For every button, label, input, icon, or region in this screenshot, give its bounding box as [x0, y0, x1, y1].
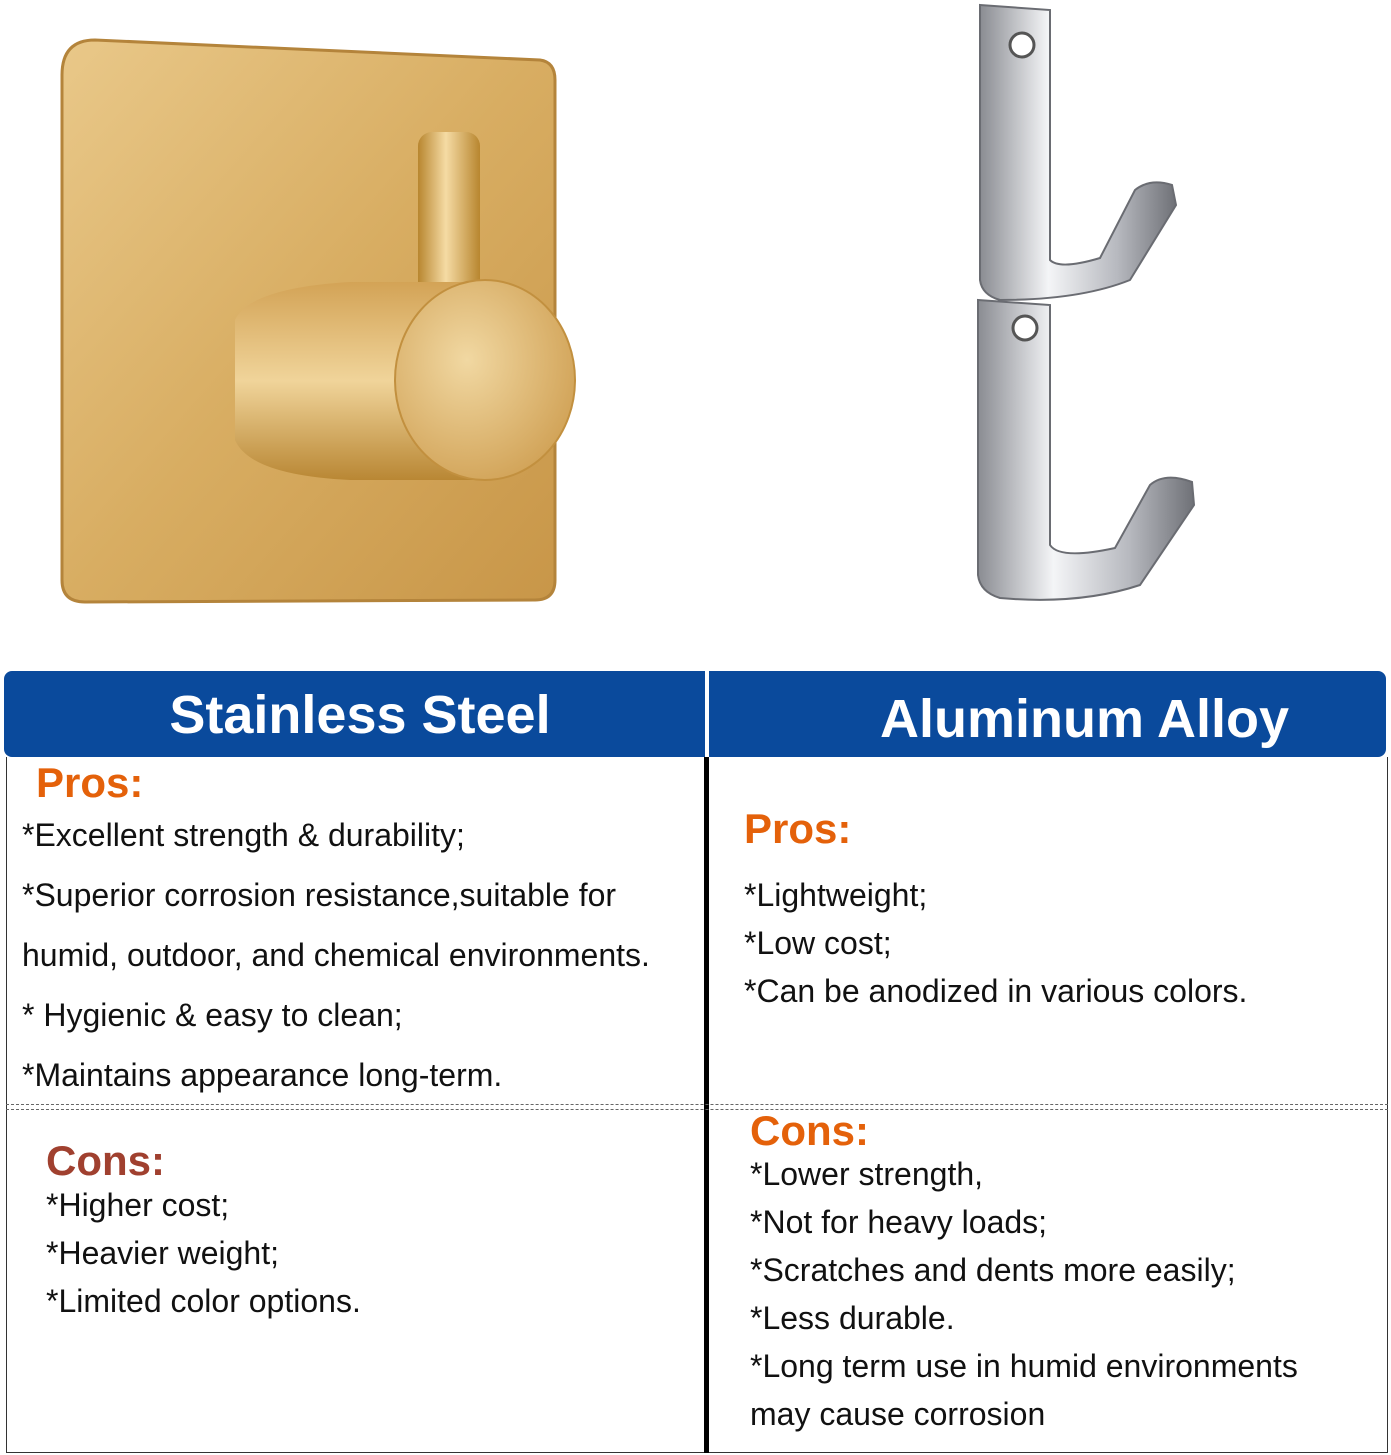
aluminum-cons-item: may cause corrosion: [750, 1396, 1046, 1432]
aluminum-cons-item: *Scratches and dents more easily;: [750, 1252, 1236, 1288]
steel-hook-image: [900, 0, 1230, 620]
table-border-bottom: [6, 1452, 1388, 1453]
aluminum-pros-label: Pros:: [744, 805, 852, 852]
aluminum-cons-item: *Less durable.: [750, 1300, 955, 1336]
stainless-pros-label: Pros:: [36, 759, 144, 806]
stainless-pros-item: humid, outdoor, and chemical environments.: [22, 937, 650, 973]
gold-hook-image: [40, 20, 600, 620]
stainless-pros-item: *Maintains appearance long-term.: [22, 1057, 503, 1093]
aluminum-cons-item: *Not for heavy loads;: [750, 1204, 1048, 1240]
row-divider: [6, 1104, 1388, 1110]
stainless-cons-item: *Higher cost;: [46, 1187, 230, 1223]
aluminum-cons-item: *Long term use in humid environments: [750, 1348, 1298, 1384]
aluminum-alloy-title: Aluminum Alloy: [880, 689, 1290, 749]
stainless-steel-title: Stainless Steel: [169, 685, 551, 745]
aluminum-cons-item: *Lower strength,: [750, 1156, 984, 1192]
aluminum-cons-label: Cons:: [750, 1107, 869, 1154]
stainless-pros-item: *Superior corrosion resistance,suitable for: [22, 877, 617, 913]
stainless-cons-item: *Limited color options.: [46, 1283, 361, 1319]
aluminum-pros-item: *Low cost;: [744, 925, 892, 961]
stainless-pros-item: * Hygienic & easy to clean;: [22, 997, 403, 1033]
stainless-cons-label: Cons:: [46, 1137, 165, 1184]
aluminum-pros-item: *Can be anodized in various colors.: [744, 973, 1248, 1009]
stainless-cons-item: *Heavier weight;: [46, 1235, 279, 1271]
stainless-pros-item: *Excellent strength & durability;: [22, 817, 465, 853]
aluminum-pros-item: *Lightweight;: [744, 877, 928, 913]
